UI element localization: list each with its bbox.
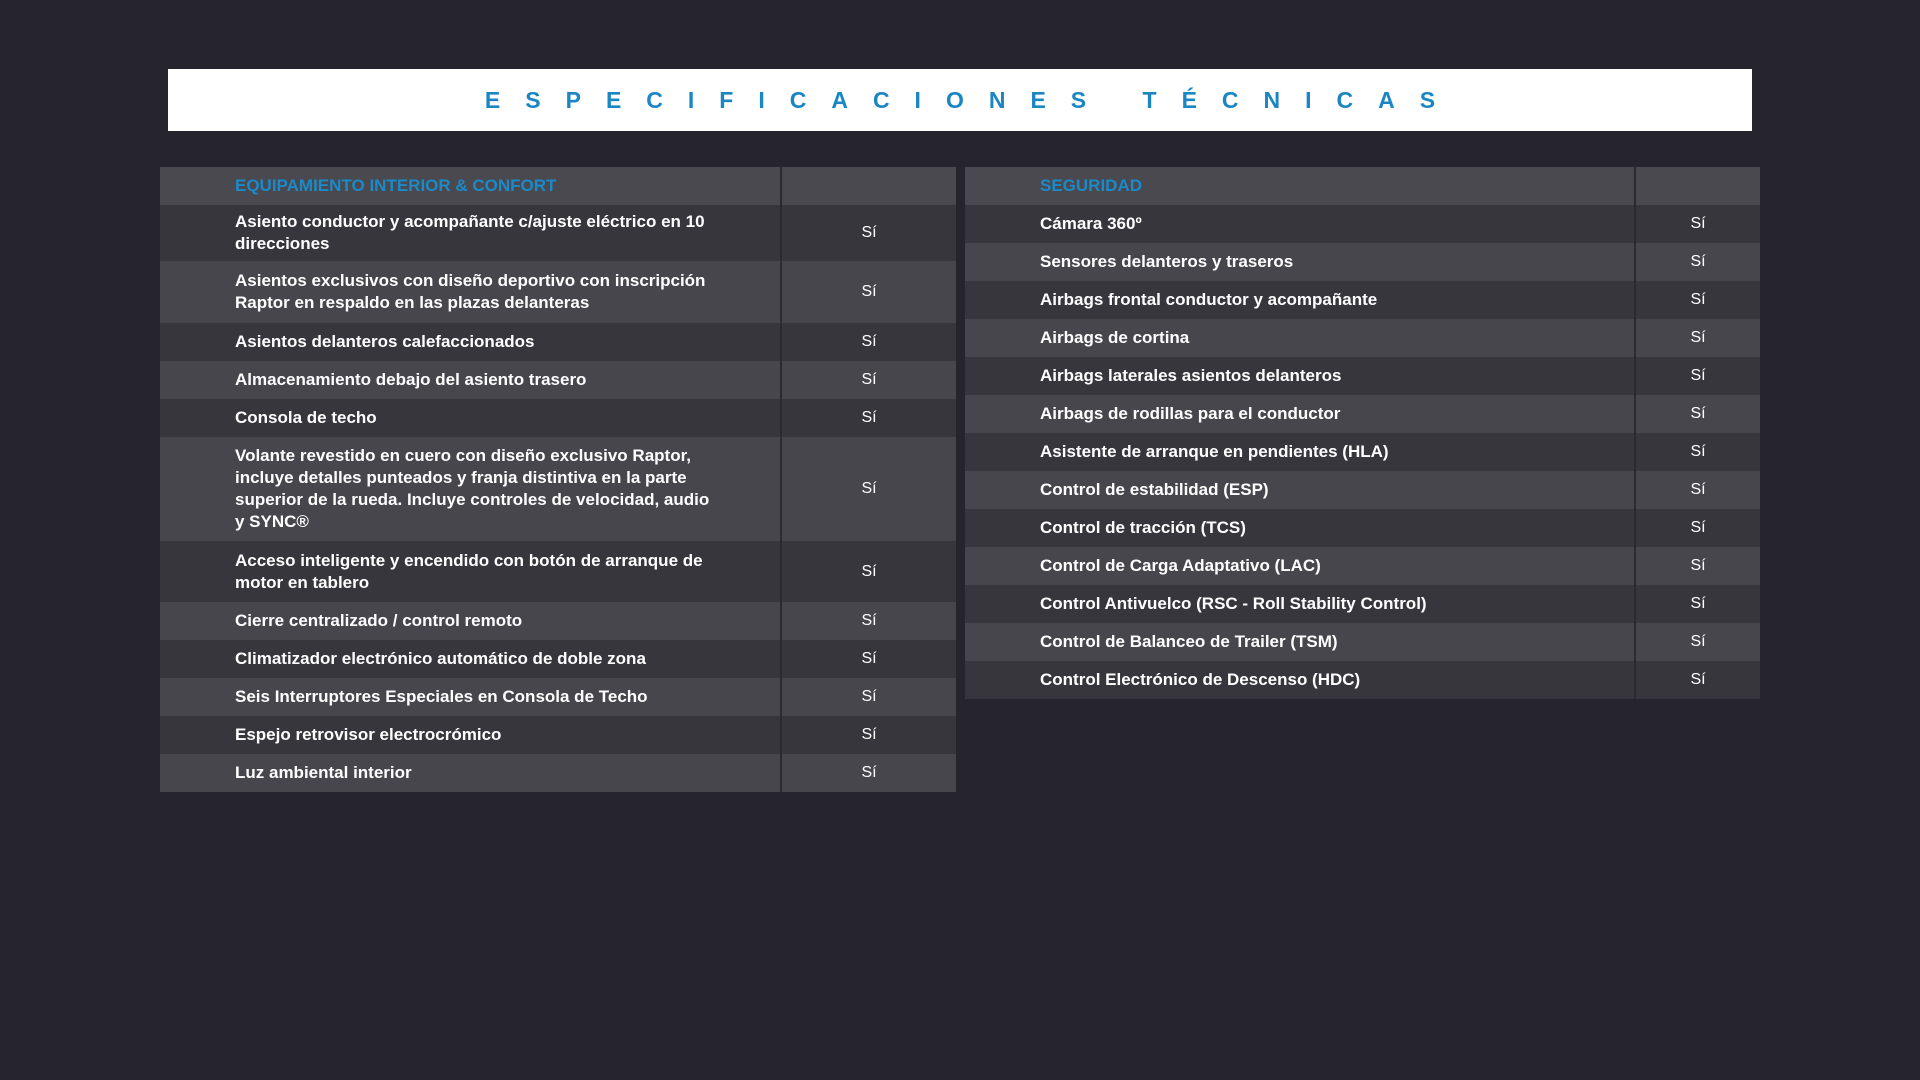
feature-label: Climatizador electrónico automático de doble zona [160, 640, 782, 678]
feature-value: Sí [1690, 443, 1706, 460]
feature-value: Sí [1690, 367, 1706, 384]
feature-label: Airbags frontal conductor y acompañante [965, 281, 1636, 319]
table-row [160, 541, 956, 602]
feature-value: Sí [861, 480, 877, 497]
feature-label: Asientos exclusivos con diseño deportivo con inscripción Raptor en respaldo en las plazas delanteras [160, 261, 782, 323]
table-row [965, 357, 1760, 395]
table-row [965, 319, 1760, 357]
feature-value: Sí [861, 409, 877, 426]
feature-value: Sí [1690, 671, 1706, 688]
feature-value: Sí [861, 688, 877, 705]
feature-label: Asiento conductor y acompañante c/ajuste eléctrico en 10 direcciones [160, 205, 782, 261]
feature-label: Control Antivuelco (RSC - Roll Stability Control) [965, 585, 1636, 623]
feature-value: Sí [1690, 595, 1706, 612]
title-banner [168, 69, 1752, 131]
table-row [160, 678, 956, 716]
feature-value: Sí [861, 283, 877, 300]
feature-value: Sí [861, 612, 877, 629]
table-row [160, 323, 956, 361]
section-heading: EQUIPAMIENTO INTERIOR & CONFORT [160, 167, 782, 205]
table-row [160, 205, 956, 261]
table-row [965, 623, 1760, 661]
table-row [965, 509, 1760, 547]
feature-value: Sí [1690, 405, 1706, 422]
feature-value: Sí [1690, 633, 1706, 650]
table-row [160, 716, 956, 754]
table-header [160, 167, 956, 205]
table-row [965, 395, 1760, 433]
feature-value: Sí [861, 726, 877, 743]
feature-label: Control de tracción (TCS) [965, 509, 1636, 547]
feature-label: Volante revestido en cuero con diseño exclusivo Raptor, incluye detalles punteados y franja distintiva en la parte superior de la rueda. Incluye controles de velocidad, audio y SYNC® [160, 437, 782, 541]
feature-value: Sí [1690, 215, 1706, 232]
feature-label: Luz ambiental interior [160, 754, 782, 792]
feature-value: Sí [1690, 291, 1706, 308]
table-row [965, 281, 1760, 319]
table-row [160, 437, 956, 541]
table-row [160, 602, 956, 640]
feature-label: Consola de techo [160, 399, 782, 437]
interior-comfort-table [160, 167, 956, 792]
table-row [965, 205, 1760, 243]
feature-label: Asientos delanteros calefaccionados [160, 323, 782, 361]
feature-label: Control de estabilidad (ESP) [965, 471, 1636, 509]
table-header [965, 167, 1760, 205]
feature-label: Airbags laterales asientos delanteros [965, 357, 1636, 395]
feature-label: Sensores delanteros y traseros [965, 243, 1636, 281]
feature-label: Asistente de arranque en pendientes (HLA) [965, 433, 1636, 471]
feature-label: Control de Carga Adaptativo (LAC) [965, 547, 1636, 585]
feature-label: Acceso inteligente y encendido con botón de arranque de motor en tablero [160, 541, 782, 602]
feature-label: Control de Balanceo de Trailer (TSM) [965, 623, 1636, 661]
feature-value: Sí [861, 650, 877, 667]
feature-value: Sí [1690, 557, 1706, 574]
feature-label: Control Electrónico de Descenso (HDC) [965, 661, 1636, 699]
table-row [965, 471, 1760, 509]
feature-label: Seis Interruptores Especiales en Consola de Techo [160, 678, 782, 716]
table-row [160, 754, 956, 792]
table-row [965, 433, 1760, 471]
table-row [965, 547, 1760, 585]
feature-value: Sí [861, 333, 877, 350]
feature-value: Sí [1690, 481, 1706, 498]
page-title: ESPECIFICACIONES TÉCNICAS [484, 86, 1461, 113]
section-heading: SEGURIDAD [965, 167, 1636, 205]
safety-table [965, 167, 1760, 699]
feature-label: Almacenamiento debajo del asiento trasero [160, 361, 782, 399]
feature-value: Sí [861, 764, 877, 781]
table-row [965, 243, 1760, 281]
table-row [160, 399, 956, 437]
feature-value: Sí [1690, 519, 1706, 536]
feature-value: Sí [861, 562, 877, 580]
feature-value: Sí [1690, 253, 1706, 270]
feature-value: Sí [1690, 329, 1706, 346]
feature-value: Sí [861, 224, 877, 241]
table-row [965, 585, 1760, 623]
feature-label: Cierre centralizado / control remoto [160, 602, 782, 640]
table-row [965, 661, 1760, 699]
table-row [160, 261, 956, 323]
feature-label: Airbags de rodillas para el conductor [965, 395, 1636, 433]
feature-value: Sí [861, 371, 877, 388]
feature-label: Cámara 360º [965, 205, 1636, 243]
table-row [160, 640, 956, 678]
table-row [160, 361, 956, 399]
feature-label: Airbags de cortina [965, 319, 1636, 357]
feature-label: Espejo retrovisor electrocrómico [160, 716, 782, 754]
